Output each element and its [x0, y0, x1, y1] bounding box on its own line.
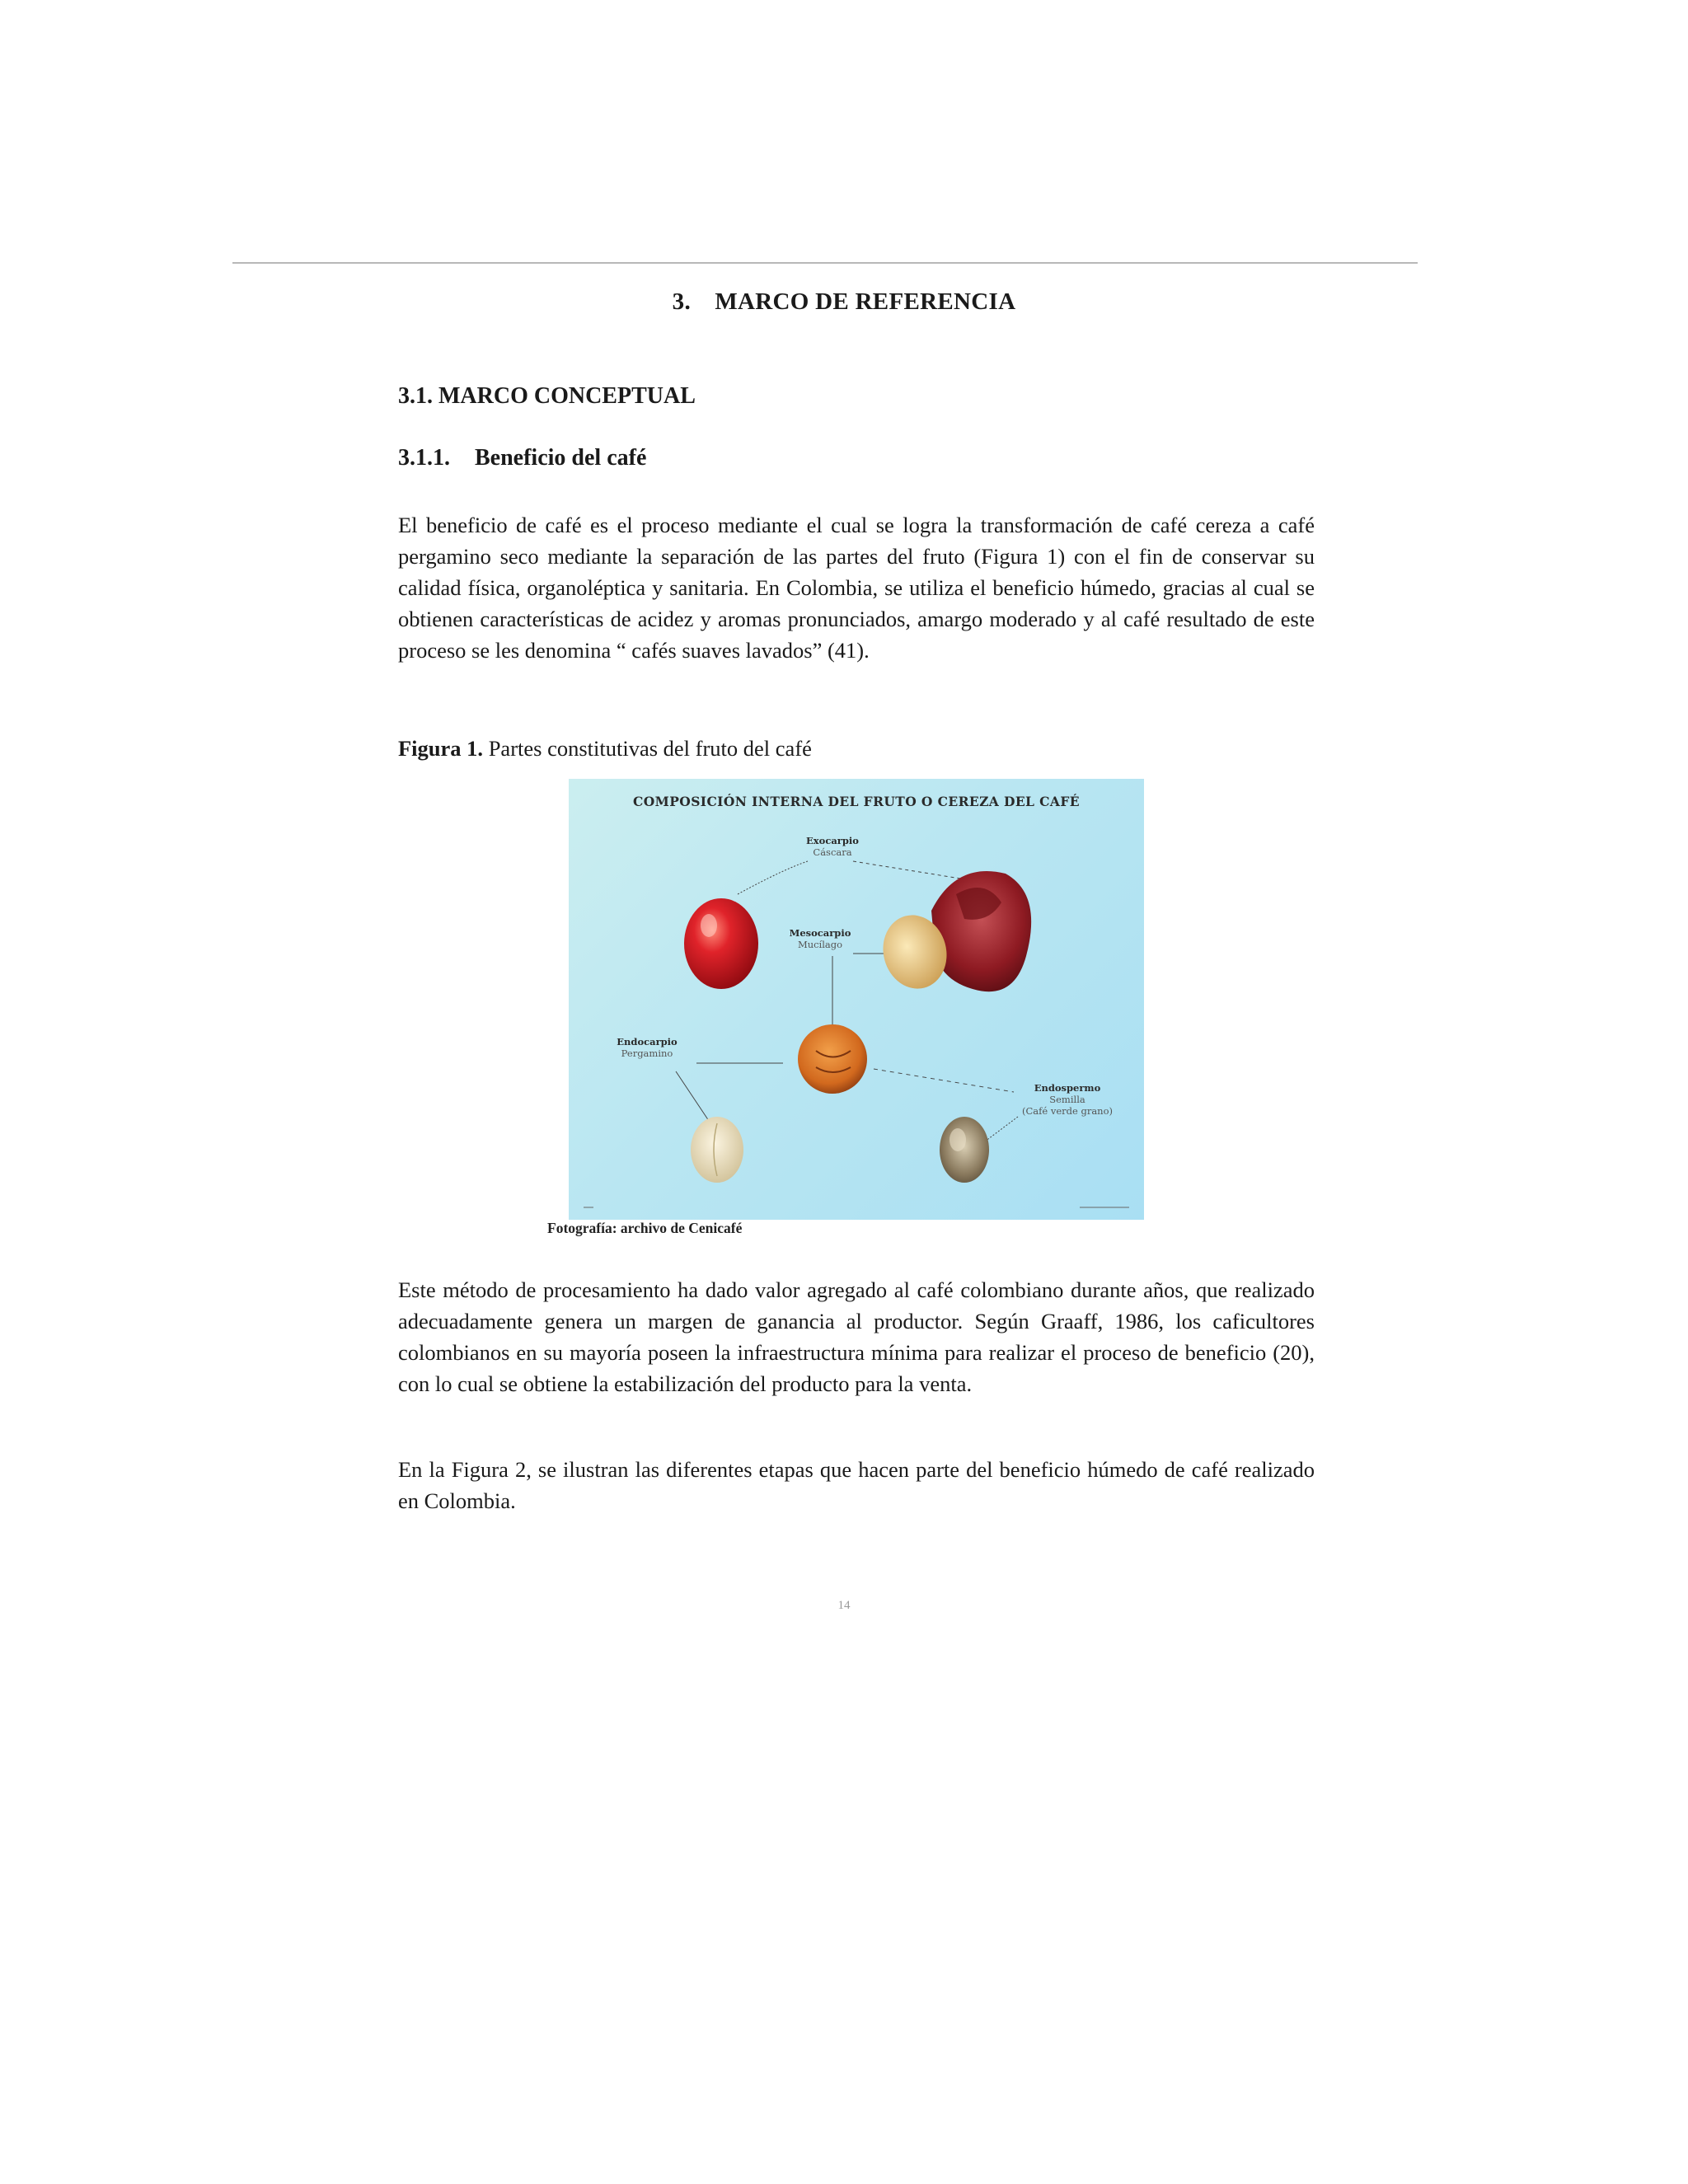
paragraph-1: El beneficio de café es el proceso mediante el cual se logra la transformación de café cereza a café pergamino seco mediante la separación de las partes del fruto (Figura 1) con el fin de conservar su calidad física, organoléptica y sanitaria. En Colombia, se utiliza el beneficio húmedo, gracias al cual se obtienen características de acidez y aromas pronunciados, amargo moderado y al café resultado de este proceso se les denomina “ cafés suaves lavados” (41). — [398, 513, 1315, 663]
photo-credit: Fotografía: archivo de Cenicafé — [547, 1220, 743, 1236]
paragraph-2: Este método de procesamiento ha dado valor agregado al café colombiano durante años, que realizado adecuadamente genera un margen de ganancia al productor. Según Graaff, 1986, los caficultores colombianos en su mayoría poseen la infraestructura mínima para realizar el proceso de beneficio (20), con lo cual se obtiene la estabilización del producto para la venta. — [398, 1277, 1315, 1396]
figure-caption-label: Figura 1. — [398, 736, 484, 761]
subsection-heading: Beneficio del café — [475, 445, 647, 471]
paragraph-3: En la Figura 2, se ilustran las diferentes etapas que hacen parte del beneficio húmedo de café realizado en Colombia. — [398, 1457, 1315, 1513]
page-number: 14 — [837, 1599, 851, 1612]
green-bean-dark-icon — [940, 1117, 989, 1183]
subsection-title — [398, 445, 646, 471]
parchment-bean-icon — [798, 1024, 867, 1094]
label-endocarpio: Endocarpio Pergamino — [617, 1036, 678, 1059]
label-endospermo: Endospermo Semilla (Café verde grano) — [1021, 1082, 1113, 1117]
leader-exocarpio-left — [738, 861, 808, 894]
header-rule — [232, 262, 1418, 264]
leader-endospermo-bean — [985, 1117, 1018, 1141]
label-exocarpio: Exocarpio Cáscara — [806, 835, 859, 858]
section-title: 3.1. MARCO CONCEPTUAL — [398, 383, 696, 409]
green-bean-light-icon — [691, 1117, 743, 1183]
label-mesocarpio: Mesocarpio Mucílago — [789, 927, 851, 950]
leader-endospermo — [874, 1069, 1014, 1092]
figure-caption — [398, 736, 812, 762]
chapter-title: 3. MARCO DE REFERENCIA — [672, 288, 1016, 315]
figure-inner-title: COMPOSICIÓN INTERNA DEL FRUTO O CEREZA DEL CAFÉ — [633, 794, 1080, 809]
coffee-cherry-icon — [684, 898, 758, 989]
subsection-number: 3.1.1. — [398, 445, 450, 471]
coffee-fruit-figure — [569, 779, 1144, 1220]
figure-caption-text: Partes constitutivas del fruto del café — [488, 736, 812, 761]
leader-endocarpio-bean — [676, 1071, 709, 1121]
